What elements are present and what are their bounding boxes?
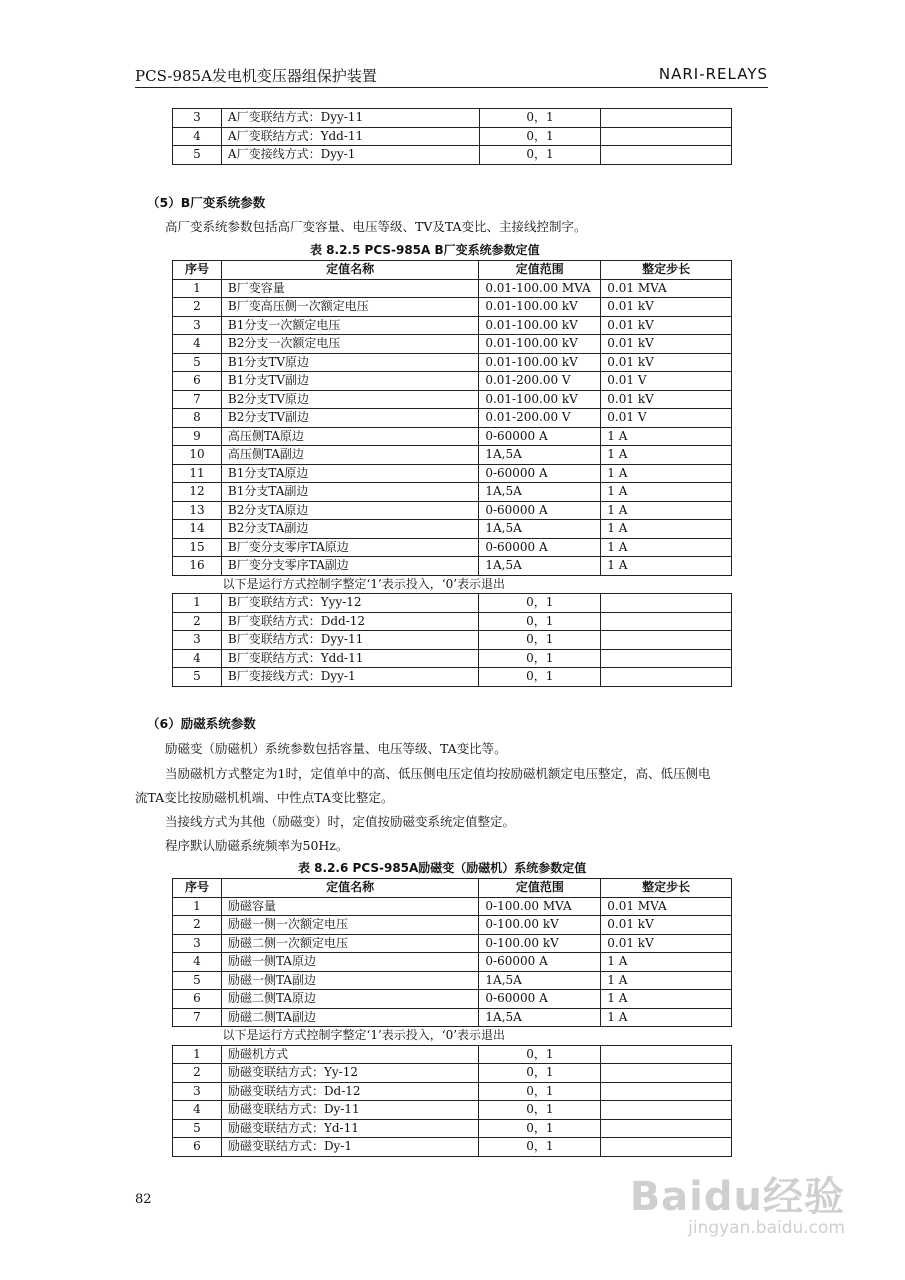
cell-name: 励磁一侧TA副边 — [221, 971, 478, 990]
cell-range: 0-100.00 MVA — [479, 897, 601, 916]
cell-name: B1分支TV原边 — [221, 353, 478, 372]
cell-index: 2 — [173, 916, 222, 935]
cell-name: B厂变分支零序TA副边 — [221, 557, 478, 576]
cell-index: 1 — [173, 1045, 222, 1064]
cell-step: 1 A — [601, 464, 732, 483]
table-row — [173, 501, 732, 520]
watermark-url: jingyan.baidu.com — [688, 1218, 845, 1238]
cell-range: 0，1 — [479, 612, 601, 631]
control-row — [173, 668, 732, 687]
cell-index: 10 — [173, 446, 222, 465]
cell-name: 励磁变联结方式：Yy-12 — [221, 1064, 478, 1083]
cell-step: 0.01 kV — [601, 298, 732, 317]
cell-step: 1 A — [601, 427, 732, 446]
cell-range: 0-60000 A — [479, 427, 601, 446]
cell-index: 3 — [173, 631, 222, 650]
cell-index: 13 — [173, 501, 222, 520]
cell-index: 4 — [173, 335, 222, 354]
cell-index: 5 — [173, 971, 222, 990]
table-row — [173, 372, 732, 391]
cell-range: 0.01-100.00 kV — [479, 335, 601, 354]
cell-range: 1A,5A — [479, 557, 601, 576]
cell-name: B厂变联结方式：Yyy-12 — [221, 594, 478, 613]
cell-index: 11 — [173, 464, 222, 483]
col-header-index: 序号 — [173, 879, 222, 898]
table-row — [173, 520, 732, 539]
cell-name: B2分支TA副边 — [221, 520, 478, 539]
control-row — [173, 612, 732, 631]
cell-index: 4 — [173, 127, 222, 146]
cell-step: 0.01 kV — [601, 916, 732, 935]
cell-index: 4 — [173, 953, 222, 972]
control-word-note: 以下是运行方式控制字整定‘1’表示投入，‘0’表示退出 — [173, 1027, 732, 1046]
col-header-name: 定值名称 — [221, 879, 478, 898]
cell-name: B厂变容量 — [221, 279, 478, 298]
section-5-heading: （5）B厂变系统参数 — [147, 195, 266, 210]
cell-step: 1 A — [601, 520, 732, 539]
cell-name: 励磁变联结方式：Dd-12 — [221, 1082, 478, 1101]
cell-index: 3 — [173, 316, 222, 335]
cell-range: 0.01-100.00 kV — [479, 353, 601, 372]
cell-range: 0，1 — [479, 1045, 601, 1064]
note-row — [173, 575, 732, 594]
cell-step: 0.01 kV — [601, 353, 732, 372]
col-header-range: 定值范围 — [479, 261, 601, 280]
cell-name: 励磁机方式 — [221, 1045, 478, 1064]
cell-range: 0，1 — [479, 1101, 601, 1120]
cell-index: 6 — [173, 372, 222, 391]
cell-index: 5 — [173, 353, 222, 372]
cell-range: 1A,5A — [479, 483, 601, 502]
control-row — [173, 649, 732, 668]
cell-step: 0.01 V — [601, 372, 732, 391]
cell-step: 0.01 MVA — [601, 279, 732, 298]
col-header-step: 整定步长 — [601, 879, 732, 898]
cell-range: 0-60000 A — [479, 990, 601, 1009]
cell-step — [601, 1101, 732, 1120]
cell-name: B1分支TA原边 — [221, 464, 478, 483]
cell-range: 0-60000 A — [479, 538, 601, 557]
table-header-row — [173, 879, 732, 898]
cell-step — [601, 1119, 732, 1138]
cell-range: 0，1 — [479, 649, 601, 668]
cell-name: B2分支TA原边 — [221, 501, 478, 520]
table-row — [173, 916, 732, 935]
cell-name: B1分支TV副边 — [221, 372, 478, 391]
cell-index: 6 — [173, 990, 222, 1009]
cell-name: B厂变高压侧一次额定电压 — [221, 298, 478, 317]
cell-index: 12 — [173, 483, 222, 502]
cell-name: 励磁一侧TA原边 — [221, 953, 478, 972]
section-6-paragraph-2b: 流TA变比按励磁机机端、中性点TA变比整定。 — [135, 790, 394, 805]
cell-range: 0.01-200.00 V — [479, 372, 601, 391]
cell-step — [601, 612, 732, 631]
table-row — [173, 390, 732, 409]
table-row — [173, 446, 732, 465]
control-row — [173, 594, 732, 613]
cell-range: 0，1 — [479, 594, 601, 613]
page-header — [135, 63, 768, 88]
control-row — [173, 1082, 732, 1101]
cell-index: 6 — [173, 1138, 222, 1157]
section-6-paragraph-3: 当接线方式为其他（励磁变）时，定值按励磁变系统定值整定。 — [165, 814, 516, 829]
cell-range: 0.01-200.00 V — [479, 409, 601, 428]
cell-step: 1 A — [601, 501, 732, 520]
cell-range: 0，1 — [479, 1064, 601, 1083]
cell-step — [601, 1064, 732, 1083]
control-row — [173, 1101, 732, 1120]
table-row — [173, 934, 732, 953]
cell-range: 0，1 — [479, 127, 601, 146]
cell-name: B1分支一次额定电压 — [221, 316, 478, 335]
section-6-paragraph-1: 励磁变（励磁机）系统参数包括容量、电压等级、TA变比等。 — [165, 741, 507, 756]
control-row — [173, 1138, 732, 1157]
cell-step: 0.01 MVA — [601, 897, 732, 916]
cell-index: 14 — [173, 520, 222, 539]
control-row — [173, 146, 732, 165]
table-row — [173, 897, 732, 916]
table-row — [173, 538, 732, 557]
table-row — [173, 990, 732, 1009]
cell-name: 励磁变联结方式：Dy-11 — [221, 1101, 478, 1120]
header-title: PCS-985A发电机变压器组保护装置 — [135, 67, 377, 85]
cell-index: 1 — [173, 594, 222, 613]
col-header-index: 序号 — [173, 261, 222, 280]
cell-name: B厂变联结方式：Ydd-11 — [221, 649, 478, 668]
cell-name: B2分支TV原边 — [221, 390, 478, 409]
cell-range: 0，1 — [479, 109, 601, 128]
cell-step — [601, 594, 732, 613]
cell-name: 励磁变联结方式：Dy-1 — [221, 1138, 478, 1157]
cell-name: 励磁二侧TA副边 — [221, 1008, 478, 1027]
cell-step: 1 A — [601, 1008, 732, 1027]
watermark-brand: Baidu经验 — [629, 1174, 845, 1220]
table-row — [173, 279, 732, 298]
table-8-2-5 — [172, 260, 732, 687]
note-row — [173, 1027, 732, 1046]
cell-index: 4 — [173, 1101, 222, 1120]
table-row — [173, 483, 732, 502]
col-header-step: 整定步长 — [601, 261, 732, 280]
col-header-range: 定值范围 — [479, 879, 601, 898]
control-row — [173, 109, 732, 128]
cell-range: 1A,5A — [479, 520, 601, 539]
cell-step: 1 A — [601, 953, 732, 972]
cell-name: B2分支一次额定电压 — [221, 335, 478, 354]
cell-step: 1 A — [601, 538, 732, 557]
cell-index: 2 — [173, 612, 222, 631]
table-row — [173, 464, 732, 483]
cell-name: 励磁二侧TA原边 — [221, 990, 478, 1009]
cell-step — [601, 668, 732, 687]
cell-step: 0.01 kV — [601, 316, 732, 335]
table-row — [173, 335, 732, 354]
cell-name: B厂变联结方式：Dyy-11 — [221, 631, 478, 650]
control-row — [173, 127, 732, 146]
cell-index: 1 — [173, 897, 222, 916]
cell-index: 3 — [173, 934, 222, 953]
cell-index: 16 — [173, 557, 222, 576]
control-row — [173, 1119, 732, 1138]
cell-index: 5 — [173, 1119, 222, 1138]
cell-index: 5 — [173, 146, 222, 165]
cell-name: A厂变联结方式：Dyy-11 — [221, 109, 479, 128]
cell-index: 9 — [173, 427, 222, 446]
cell-range: 0.01-100.00 kV — [479, 298, 601, 317]
cell-step: 1 A — [601, 990, 732, 1009]
cell-index: 4 — [173, 649, 222, 668]
table-row — [173, 409, 732, 428]
cell-step — [601, 127, 732, 146]
section-6-paragraph-2a: 当励磁机方式整定为1时，定值单中的高、低压侧电压定值均按励磁机额定电压整定，高、低压侧电 — [165, 766, 711, 781]
cell-range: 1A,5A — [479, 446, 601, 465]
table-header-row — [173, 261, 732, 280]
table-8-2-6 — [172, 878, 732, 1157]
table-row — [173, 953, 732, 972]
table-row — [173, 1008, 732, 1027]
cell-name: 励磁一侧一次额定电压 — [221, 916, 478, 935]
cell-index: 1 — [173, 279, 222, 298]
table-8-2-6-caption: 表 8.2.6 PCS-985A励磁变（励磁机）系统参数定值 — [298, 861, 587, 875]
cell-index: 8 — [173, 409, 222, 428]
cell-name: 励磁二侧一次额定电压 — [221, 934, 478, 953]
table-8-2-5-caption: 表 8.2.5 PCS-985A B厂变系统参数定值 — [310, 243, 540, 257]
cell-step — [601, 1138, 732, 1157]
section-6-paragraph-4: 程序默认励磁系统频率为50Hz。 — [165, 838, 349, 853]
cell-name: 励磁容量 — [221, 897, 478, 916]
cell-name: B2分支TV副边 — [221, 409, 478, 428]
cell-range: 0-100.00 kV — [479, 916, 601, 935]
cell-step: 0.01 kV — [601, 934, 732, 953]
cell-name: B厂变分支零序TA原边 — [221, 538, 478, 557]
table-a-transformer-tail — [172, 108, 732, 165]
cell-step: 0.01 kV — [601, 390, 732, 409]
control-row — [173, 1045, 732, 1064]
cell-name: 励磁变联结方式：Yd-11 — [221, 1119, 478, 1138]
watermark — [630, 1165, 845, 1238]
cell-name: 高压侧TA原边 — [221, 427, 478, 446]
table-row — [173, 427, 732, 446]
cell-range: 0-60000 A — [479, 464, 601, 483]
cell-index: 2 — [173, 298, 222, 317]
cell-name: A厂变接线方式：Dyy-1 — [221, 146, 479, 165]
cell-range: 0.01-100.00 MVA — [479, 279, 601, 298]
cell-name: A厂变联结方式：Ydd-11 — [221, 127, 479, 146]
table-row — [173, 353, 732, 372]
cell-index: 7 — [173, 390, 222, 409]
cell-step — [601, 631, 732, 650]
table-row — [173, 298, 732, 317]
cell-range: 0.01-100.00 kV — [479, 390, 601, 409]
cell-name: 高压侧TA副边 — [221, 446, 478, 465]
control-row — [173, 1064, 732, 1083]
cell-range: 1A,5A — [479, 971, 601, 990]
cell-step: 1 A — [601, 446, 732, 465]
cell-range: 0，1 — [479, 1138, 601, 1157]
cell-range: 0，1 — [479, 1119, 601, 1138]
control-word-note: 以下是运行方式控制字整定‘1’表示投入，‘0’表示退出 — [173, 575, 732, 594]
cell-range: 0，1 — [479, 668, 601, 687]
cell-step: 1 A — [601, 971, 732, 990]
cell-range: 0-100.00 kV — [479, 934, 601, 953]
cell-range: 0，1 — [479, 1082, 601, 1101]
cell-name: B1分支TA副边 — [221, 483, 478, 502]
section-6-heading: （6）励磁系统参数 — [147, 716, 256, 731]
cell-range: 1A,5A — [479, 1008, 601, 1027]
table-row — [173, 316, 732, 335]
cell-step: 0.01 V — [601, 409, 732, 428]
table-row — [173, 557, 732, 576]
cell-step: 0.01 kV — [601, 335, 732, 354]
page-number: 82 — [135, 1192, 152, 1207]
cell-step: 1 A — [601, 557, 732, 576]
cell-range: 0，1 — [479, 146, 601, 165]
section-5-paragraph: 高厂变系统参数包括高厂变容量、电压等级、TV及TA变比、主接线控制字。 — [165, 219, 587, 234]
table-row — [173, 971, 732, 990]
cell-index: 3 — [173, 1082, 222, 1101]
cell-range: 0-60000 A — [479, 953, 601, 972]
header-brand: NARI-RELAYS — [658, 65, 768, 83]
cell-index: 3 — [173, 109, 222, 128]
cell-name: B厂变接线方式：Dyy-1 — [221, 668, 478, 687]
cell-index: 5 — [173, 668, 222, 687]
cell-range: 0-60000 A — [479, 501, 601, 520]
cell-step — [601, 1045, 732, 1064]
cell-step — [601, 1082, 732, 1101]
cell-index: 7 — [173, 1008, 222, 1027]
cell-range: 0.01-100.00 kV — [479, 316, 601, 335]
cell-step — [601, 146, 732, 165]
cell-index: 2 — [173, 1064, 222, 1083]
cell-step — [601, 649, 732, 668]
cell-step: 1 A — [601, 483, 732, 502]
cell-index: 15 — [173, 538, 222, 557]
cell-step — [601, 109, 732, 128]
cell-name: B厂变联结方式：Ddd-12 — [221, 612, 478, 631]
control-row — [173, 631, 732, 650]
col-header-name: 定值名称 — [221, 261, 478, 280]
cell-range: 0，1 — [479, 631, 601, 650]
